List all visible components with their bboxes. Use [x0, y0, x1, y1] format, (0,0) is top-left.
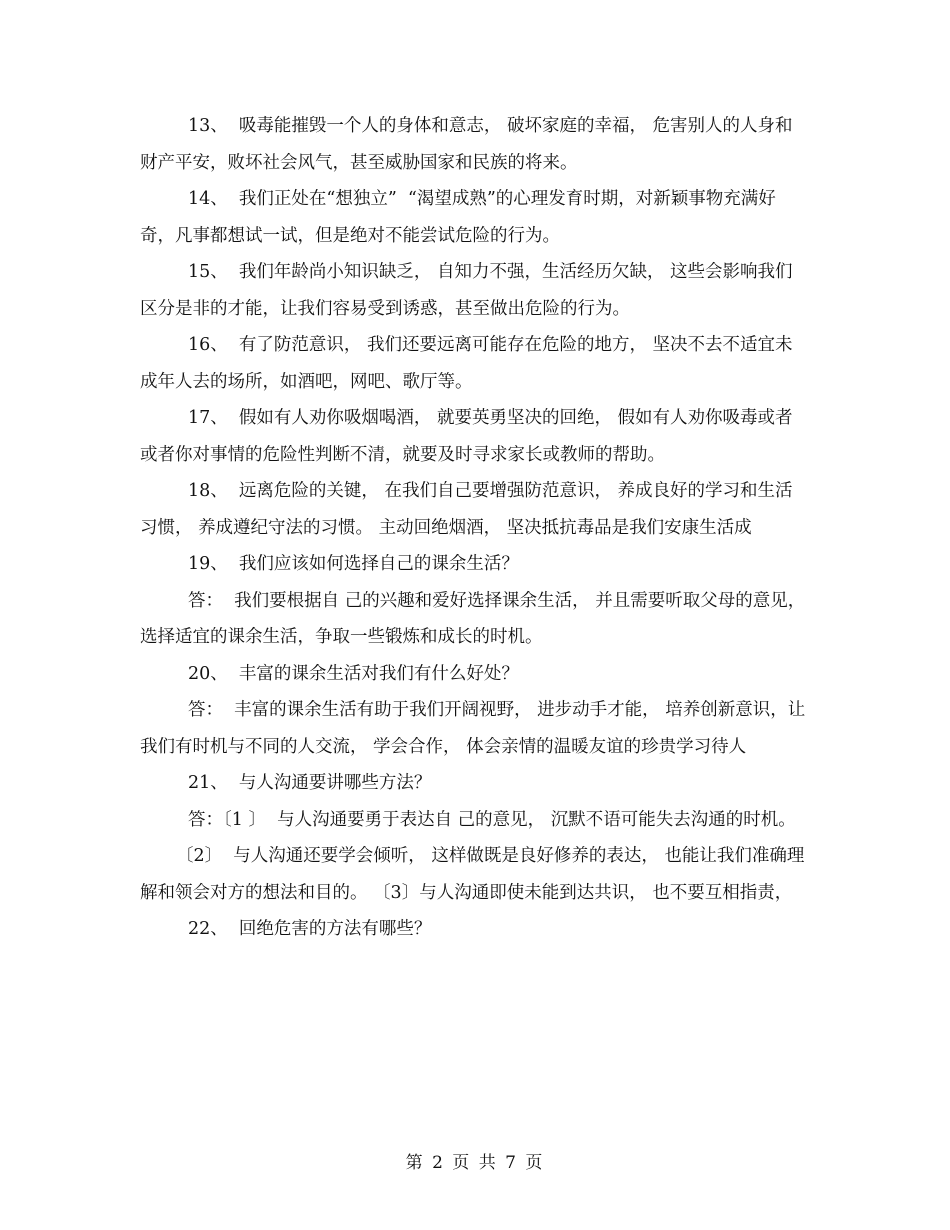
- answer-21-part-2: 〔2〕 与人沟通还要学会倾听， 这样做既是良好修养的表达， 也能让我们准确理解和领会对方的想法和目的。 〔3〕与人沟通即使未能到达共识， 也不要互相指责，: [140, 846, 805, 903]
- answer-19: 答： 我们要根据自 己的兴趣和爱好选择课余生活， 并且需要听取父母的意见，选择适宜的课余生活，争取一些锻炼和成长的时机。: [140, 590, 806, 647]
- paragraph-14: 14、 我们正处在“想独立” “渴望成熟”的心理发育时期，对新颖事物充满好奇，凡事都想试一试，但是绝对不能尝试危险的行为。: [140, 189, 776, 246]
- answer-21-part-1: 答：〔1 〕 与人沟通要勇于表达自 己的意见， 沉默不语可能失去沟通的时机。: [188, 809, 796, 830]
- question-22: 22、 回绝危害的方法有哪些？: [188, 919, 432, 939]
- page-number-footer: 第 2 页 共 7 页: [405, 1153, 545, 1173]
- question-19: 19、 我们应该如何选择自己的课余生活？: [188, 554, 519, 574]
- paragraph-13: 13、 吸毒能摧毁一个人的身体和意志， 破坏家庭的幸福， 危害别人的人身和财产平安，败坏社会风气，甚至威胁国家和民族的将来。: [140, 116, 793, 173]
- paragraph-15: 15、 我们年龄尚小知识缺乏， 自知力不强，生活经历欠缺， 这些会影响我们区分是非的才能，让我们容易受到诱惑，甚至做出危险的行为。: [140, 262, 793, 319]
- question-20: 20、 丰富的课余生活对我们有什么好处？: [188, 663, 519, 684]
- answer-20: 答： 丰富的课余生活有助于我们开阔视野， 进步动手才能， 培养创新意识，让我们有时机与不同的人交流， 学会合作， 体会亲情的温暖友谊的珍贵学习待人: [140, 700, 806, 757]
- question-21: 21、 与人沟通要讲哪些方法？: [188, 773, 432, 793]
- document-body: [140, 108, 810, 948]
- paragraph-16: 16、 有了防范意识， 我们还要远离可能存在危险的地方， 坚决不去不适宜未成年人去的场所，如酒吧，网吧、歌厅等。: [140, 335, 793, 392]
- paragraph-17: 17、 假如有人劝你吸烟喝酒， 就要英勇坚决的回绝， 假如有人劝你吸毒或者或者你对事情的危险性判断不清，就要及时寻求家长或教师的帮助。: [140, 408, 793, 465]
- paragraph-18: 18、 远离危险的关键， 在我们自己要增强防范意识， 养成良好的学习和生活习惯， 养成遵纪守法的习惯。 主动回绝烟酒， 坚决抵抗毒品是我们安康生活成: [140, 481, 793, 538]
